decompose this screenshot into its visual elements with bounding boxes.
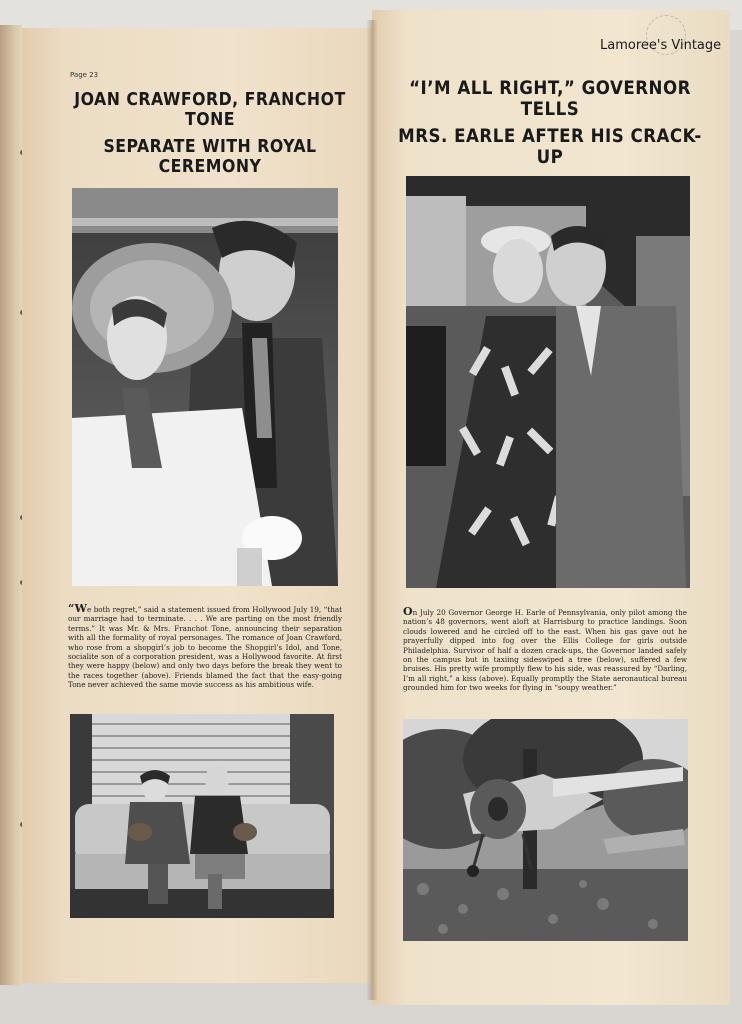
page-number: Page 23 xyxy=(70,71,99,79)
right-article-text: n July 20 Governor George H. Earle of Pennsylvania, only pilot among the nation’s 48 governors, went aloft at Harrisburg to practice landings. Soon clouds lowered and he circled off to the east. When his gas gave out he prayerfully dipped into fog over the Ellis College for girls outside Philadelphia. Survivor of half a dozen crack-ups, the Governor landed safely on the campus but in taxiing sideswiped a tree (below), suffered a few bruises. His pretty wife promptly flew to his side, was reassured by “Darling, I’m all right,” a kiss (above). Equally promptly the State aeronautical bureau grounded him for two weeks for flying in “soupy weather.” xyxy=(403,608,687,693)
binding-edge xyxy=(0,25,22,985)
watermark: Lamoree's Vintage xyxy=(600,38,722,53)
photo-crawford-tone-races xyxy=(72,188,338,586)
right-headline-line2: MRS. EARLE AFTER HIS CRACK-UP xyxy=(398,126,702,168)
left-article-text: e both regret,” said a statement issued from Hollywood July 19, “that our marriage had to terminate. . . . We are parting on the most friendly terms.” It was Mr. & Mrs. Franchot Tone, announcing their separation with all the formality of royal personages. The romance of Joan Crawford, who rose from a shopgirl’s job to become the Shopgirl’s Idol, and Tone, socialite son of a corporation president, was a Hollywood favorite. At first they were happy (below) and only two days before the break they went to the races together (above). Friends blamed the fact that the easy-going Tone never achieved the same movie success as his ambitious wife. xyxy=(68,605,342,690)
right-headline-line1: “I’M ALL RIGHT,” GOVERNOR TELLS xyxy=(409,78,691,120)
left-headline-line2: SEPARATE WITH ROYAL CEREMONY xyxy=(103,137,317,177)
right-article-dropcap: O xyxy=(403,605,413,618)
photo-plane-crash xyxy=(403,719,688,941)
left-headline-line1: JOAN CRAWFORD, FRANCHOT TONE xyxy=(74,90,346,130)
right-article xyxy=(403,607,687,693)
left-article-dropcap: “W xyxy=(68,602,87,615)
page-fold xyxy=(366,20,378,1000)
photo-governor-kiss xyxy=(406,176,690,588)
left-article xyxy=(68,604,342,690)
photo-couple-on-sofa xyxy=(70,714,334,918)
